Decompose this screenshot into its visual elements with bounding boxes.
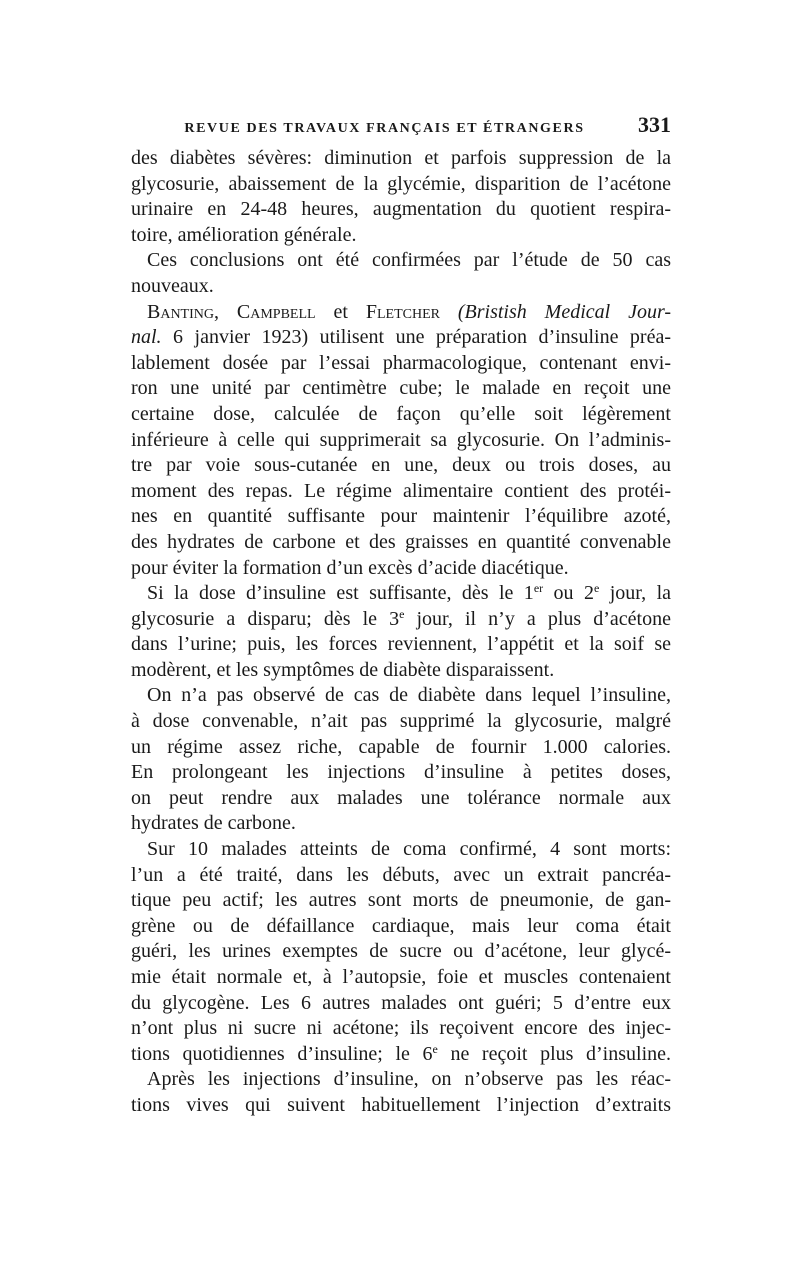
text-line: tique peu actif; les autres sont morts de pneumonie, de gan- <box>131 889 671 912</box>
text-line: En prolongeant les injections d’insuline à petites doses, <box>131 761 671 784</box>
text-line: l’un a été traité, dans les débuts, avec un extrait pancréa- <box>131 863 671 886</box>
journal-reference: nal. <box>131 326 162 349</box>
text-fragment: jour, la <box>599 582 671 605</box>
text-line: toire, amélioration générale. <box>131 223 357 246</box>
text-line: des diabètes sévères: diminution et parfois suppression de la <box>131 147 671 169</box>
text-line: du glycogène. Les 6 autres malades ont guéri; 5 d’entre eux <box>131 991 671 1014</box>
body-text <box>131 146 671 1119</box>
text-line: mie était normale et, à l’autopsie, foie et muscles contenaient <box>131 966 671 988</box>
text-line: des hydrates de carbone et des graisses en quantité convenable <box>131 530 671 553</box>
text-fragment: ne reçoit plus d’insuline. <box>437 1042 671 1065</box>
text-line: Après les injections d’insuline, on n’observe pas les réac- <box>147 1068 671 1091</box>
text-line: Ces conclusions ont été confirmées par l’étude de 50 cas <box>147 249 671 272</box>
superscript: er <box>533 581 544 596</box>
text-fragment: tions quotidiennes d’insuline; le 6 <box>131 1042 433 1065</box>
page-number: 331 <box>638 112 671 137</box>
text-line: n’ont plus ni sucre ni acétone; ils reçoivent encore des injec- <box>131 1017 671 1040</box>
text-line: grène ou de défaillance cardiaque, mais leur coma était <box>131 914 671 937</box>
text-line: dans l’urine; puis, les forces reviennent, l’appétit et la soif se <box>131 633 671 656</box>
text-fragment: Si la dose d’insuline est suffisante, dès le 1 <box>147 582 534 605</box>
text-line: glycosurie, abaissement de la glycémie, disparition de l’acétone <box>131 172 671 195</box>
author-name: Campbell <box>236 300 316 323</box>
text-line <box>131 325 671 351</box>
text-line: nes en quantité suffisante pour maintenir l’équilibre azoté, <box>131 505 671 528</box>
text-line: un régime assez riche, capable de fournir 1.000 calories. <box>131 735 671 758</box>
text-line: pour éviter la formation d’un excès d’acide diacétique. <box>131 556 569 579</box>
text-line: tre par voie sous-cutanée en une, deux ou trois doses, au <box>131 454 671 477</box>
text-line: lablement dosée par l’essai pharmacologique, contenant envi- <box>131 351 671 374</box>
text-line <box>131 581 671 607</box>
running-title: REVUE DES TRAVAUX FRANÇAIS ET ÉTRANGERS <box>184 121 585 136</box>
text-line: inférieure à celle qui supprimerait sa glycosurie. On l’adminis- <box>131 428 671 451</box>
text-fragment: glycosurie a disparu; dès le 3 <box>131 607 400 630</box>
text-line: moment des repas. Le régime alimentaire contient des protéi- <box>131 479 671 502</box>
text-line: ron une unité par centimètre cube; le malade en reçoit une <box>131 377 671 400</box>
text-line: tions vives qui suivent habituellement l’injection d’extraits <box>131 1093 671 1116</box>
text-line: modèrent, et les symptômes de diabète disparaissent. <box>131 658 555 681</box>
text-line: guéri, les urines exemptes de sucre ou d’acétone, leur glycé- <box>131 940 671 963</box>
text-fragment: 6 janvier 1923) utilisent une préparation d’insuline préa- <box>173 326 672 349</box>
text-line: On n’a pas observé de cas de diabète dans lequel l’insuline, <box>147 684 671 707</box>
text-line: nouveaux. <box>131 274 214 297</box>
text-line: Banting, Campbell et Fletcher (Bristish Medical Jour- <box>147 300 672 323</box>
text-line: à dose convenable, n’ait pas supprimé la glycosurie, malgré <box>131 710 671 733</box>
author-name: Fletcher <box>365 300 440 323</box>
text-line: certaine dose, calculée de façon qu’elle soit légèrement <box>131 402 671 425</box>
conjunction: et <box>333 300 348 323</box>
text-line <box>131 607 671 633</box>
superscript: e <box>432 1041 438 1056</box>
text-line: urinaire en 24-48 heures, augmentation du quotient respira- <box>131 198 671 221</box>
text-line: on peut rendre aux malades une tolérance normale aux <box>131 786 671 809</box>
text-fragment: ou 2 <box>543 582 594 605</box>
text-fragment: jour, il n’y a plus d’acétone <box>404 607 671 630</box>
running-header <box>131 112 671 138</box>
author-name: Banting <box>147 300 214 323</box>
journal-reference: (Bristish Medical Jour- <box>457 300 672 323</box>
superscript: e <box>399 606 405 621</box>
text-line: hydrates de carbone. <box>131 812 296 835</box>
text-line: Sur 10 malades atteints de coma confirmé, 4 sont morts: <box>147 838 671 861</box>
text-line <box>131 1042 671 1068</box>
superscript: e <box>593 581 600 596</box>
